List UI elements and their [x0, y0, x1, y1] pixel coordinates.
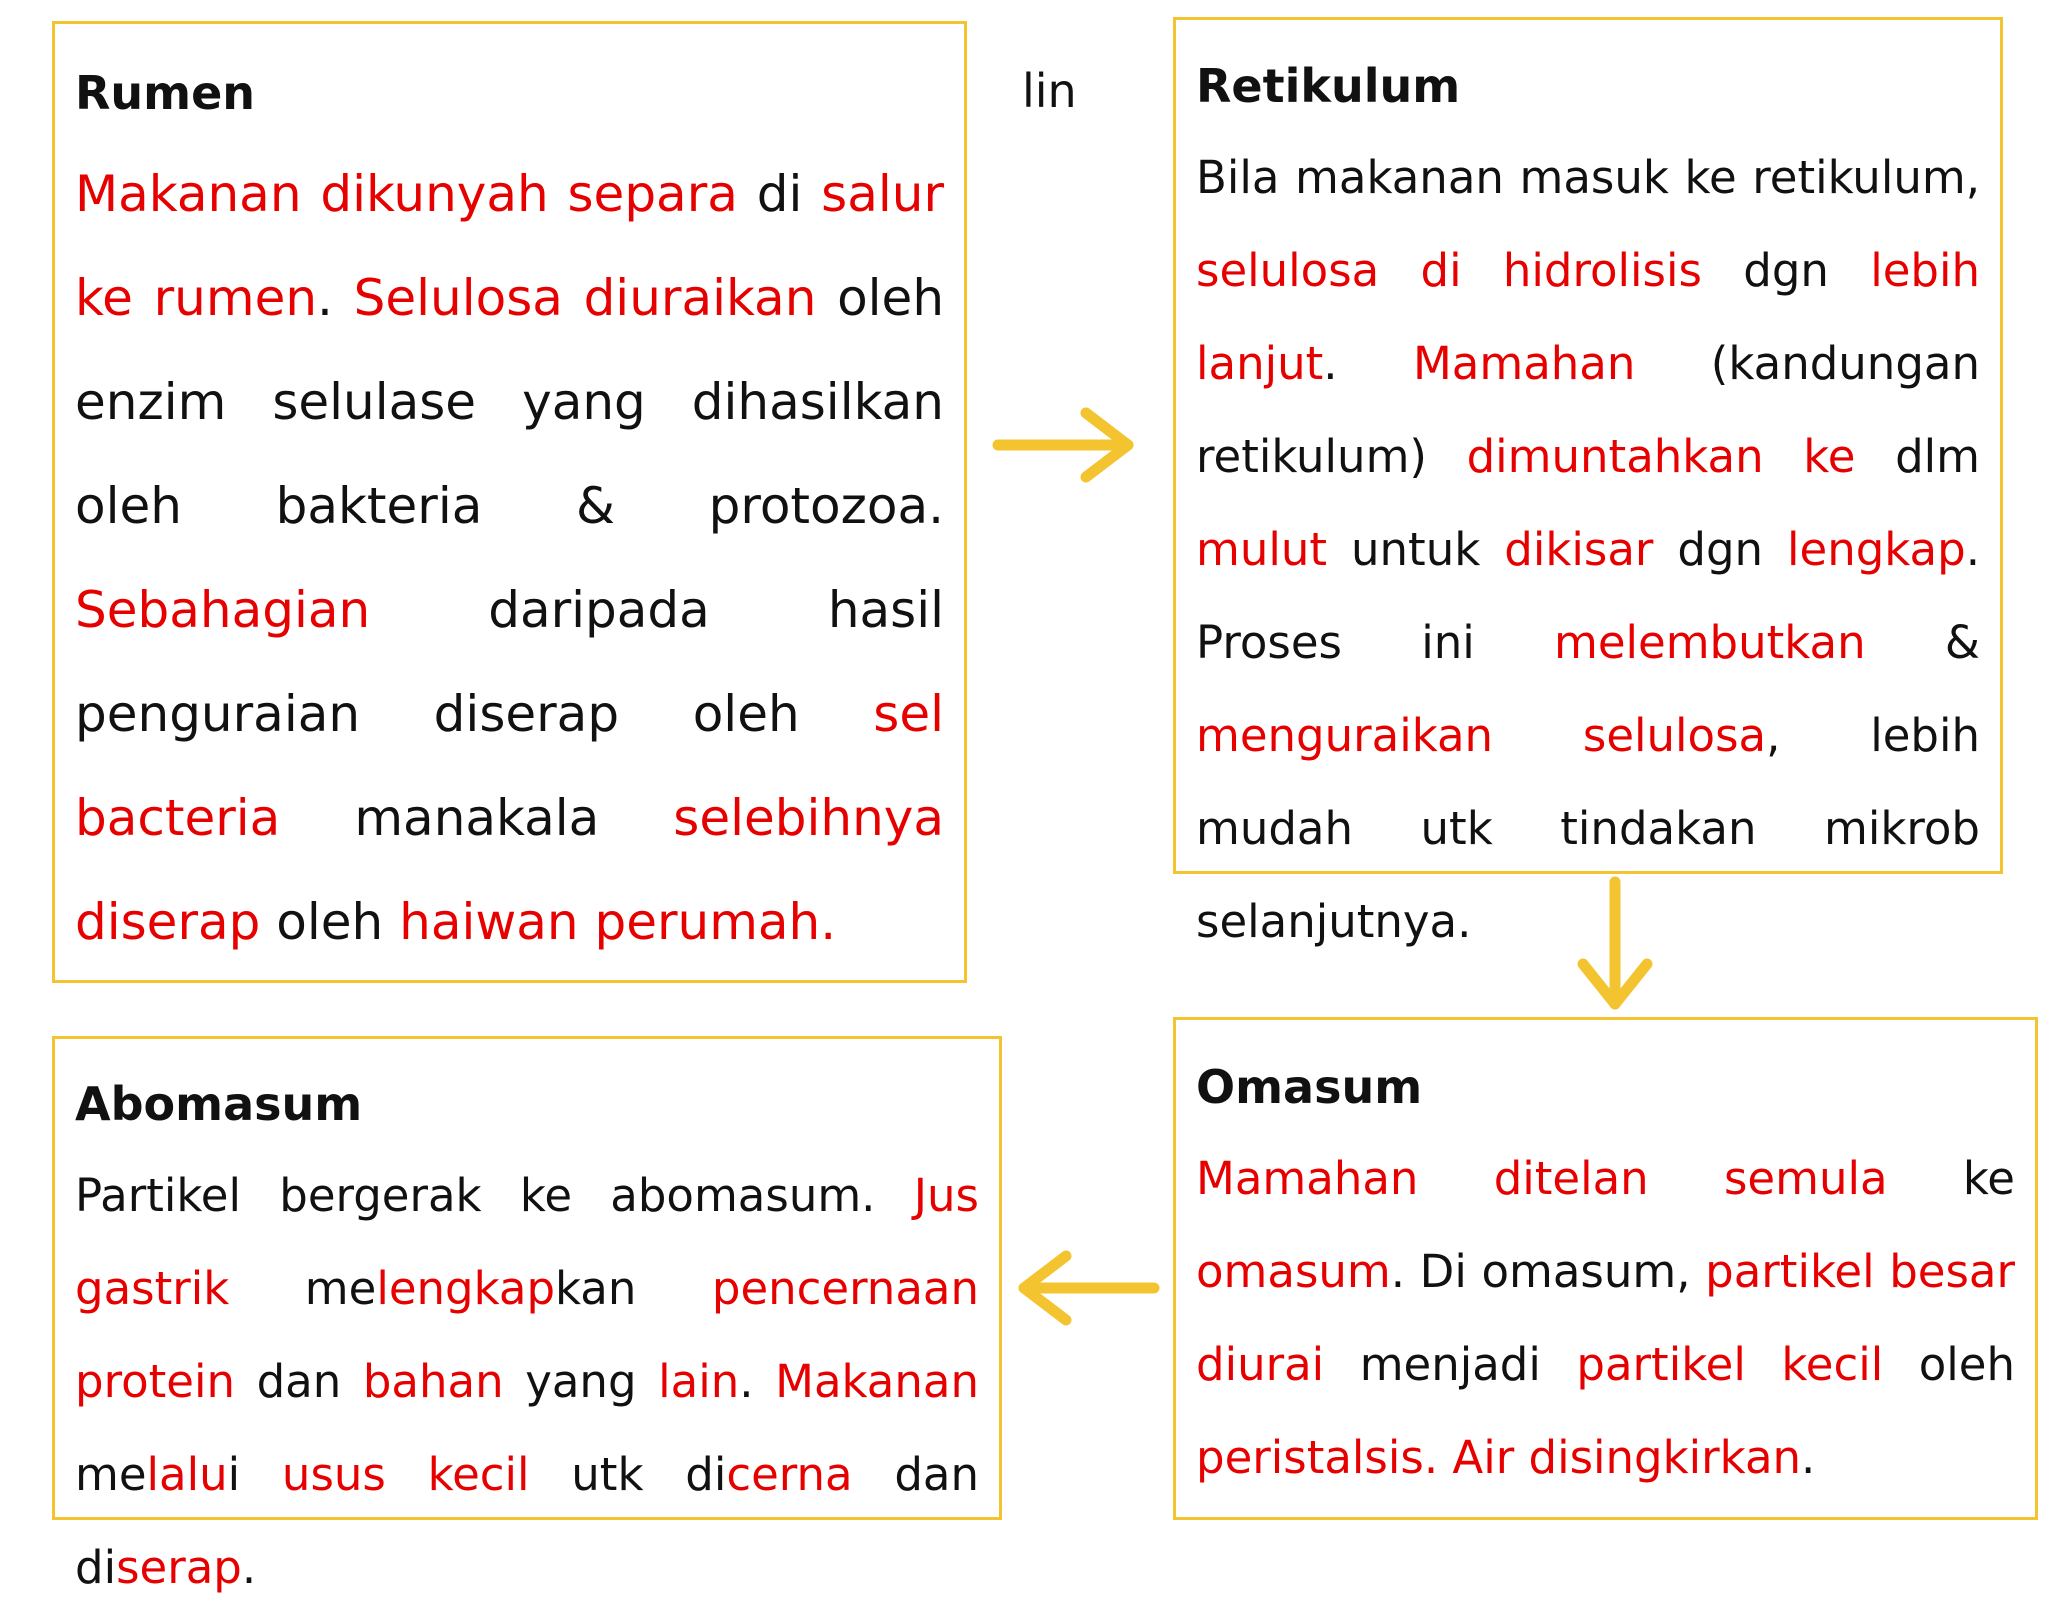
- rumen-segment: di: [737, 165, 822, 223]
- abomasum-segment: pencernaan protein: [75, 1262, 979, 1408]
- abomasum-segment: dan: [234, 1355, 363, 1408]
- abomasum-segment: me: [75, 1448, 147, 1501]
- abomasum-title: Abomasum: [75, 1077, 363, 1131]
- rumen-segment: haiwan perumah.: [399, 893, 837, 951]
- abomasum-segment: Partikel bergerak ke abomasum.: [75, 1169, 914, 1222]
- abomasum-segment: utk di: [529, 1448, 727, 1501]
- omasum-segment: menjadi: [1324, 1338, 1577, 1391]
- arrow-left-icon: [1012, 1248, 1162, 1328]
- retikulum-segment: , lebih mudah utk tindakan mikrob selanjutnya.: [1196, 709, 1980, 948]
- retikulum-segment: &: [1865, 616, 1980, 669]
- omasum-segment: Mamahan ditelan semula: [1196, 1152, 1888, 1205]
- retikulum-segment: menguraikan selulosa: [1196, 709, 1767, 762]
- abomasum-segment: .: [739, 1355, 776, 1408]
- retikulum-segment: lebih lanjut: [1196, 244, 1980, 390]
- retikulum-segment: dimuntahkan ke: [1466, 430, 1856, 483]
- rumen-segment: oleh enzim selulase yang dihasilkan oleh bakteria & protozoa.: [75, 269, 945, 535]
- retikulum-box: [1173, 17, 2003, 948]
- rumen-segment: manakala: [280, 789, 674, 847]
- retikulum-segment: Bila makanan masuk ke retikulum,: [1196, 151, 1980, 204]
- abomasum-segment: yang: [503, 1355, 659, 1408]
- omasum-segment: oleh: [1883, 1338, 2016, 1391]
- omasum-segment: omasum: [1196, 1245, 1391, 1298]
- omasum-segment: . Di omasum,: [1390, 1245, 1706, 1298]
- abomasum-segment: .: [241, 1541, 257, 1594]
- abomasum-segment: me: [229, 1262, 377, 1315]
- omasum-text: [1196, 1132, 2015, 1504]
- omasum-box: [1173, 1017, 2038, 1520]
- retikulum-segment: Mamahan: [1412, 337, 1636, 390]
- omasum-segment: partikel kecil: [1576, 1338, 1884, 1391]
- arrow-right-icon: [990, 405, 1140, 485]
- abomasum-segment: lain: [658, 1355, 740, 1408]
- omasum-segment: .: [1801, 1431, 1816, 1484]
- retikulum-title: Retikulum: [1196, 59, 1461, 113]
- abomasum-segment: kan: [555, 1262, 712, 1315]
- abomasum-segment: Jus gastrik: [75, 1169, 979, 1315]
- rumen-segment: Selulosa diuraikan: [353, 269, 817, 327]
- rumen-segment: .: [317, 269, 354, 327]
- retikulum-segment: dgn: [1653, 523, 1787, 576]
- retikulum-segment: (kandungan retikulum): [1196, 337, 1980, 483]
- rumen-segment: sel bacteria: [75, 685, 944, 847]
- rumen-segment: oleh: [260, 893, 400, 951]
- rumen-segment: Sebahagian: [75, 581, 371, 639]
- rumen-title: Rumen: [75, 66, 256, 120]
- omasum-segment: ke: [1887, 1152, 2015, 1205]
- abomasum-segment: cerna: [726, 1448, 853, 1501]
- abomasum-text: [75, 1149, 979, 1614]
- omasum-segment: peristalsis. Air disingkirkan: [1196, 1431, 1802, 1484]
- abomasum-segment: bahan: [362, 1355, 504, 1408]
- arrow-down-icon: [1575, 876, 1655, 1016]
- retikulum-segment: untuk: [1327, 523, 1505, 576]
- rumen-segment: daripada hasil penguraian diserap oleh: [75, 581, 944, 743]
- abomasum-segment: dan di: [75, 1448, 980, 1594]
- stray-label: lin: [1022, 64, 1077, 118]
- abomasum-segment: Makanan: [775, 1355, 979, 1408]
- abomasum-segment: usus kecil: [281, 1448, 530, 1501]
- retikulum-segment: lengkap: [1787, 523, 1966, 576]
- omasum-title: Omasum: [1196, 1060, 1423, 1114]
- retikulum-segment: dgn: [1701, 244, 1871, 297]
- retikulum-segment: . Proses ini: [1196, 523, 1980, 669]
- rumen-segment: selebihnya diserap: [75, 789, 944, 951]
- rumen-segment: salur ke rumen: [75, 165, 944, 327]
- rumen-segment: Makanan dikunyah separa: [75, 165, 738, 223]
- retikulum-segment: selulosa di hidrolisis: [1196, 244, 1702, 297]
- retikulum-text: [1196, 131, 1980, 968]
- abomasum-segment: i: [227, 1448, 282, 1501]
- abomasum-segment: serap: [116, 1541, 242, 1594]
- retikulum-segment: mulut: [1196, 523, 1328, 576]
- omasum-segment: partikel besar diurai: [1196, 1245, 2015, 1391]
- retikulum-segment: dikisar: [1504, 523, 1654, 576]
- retikulum-segment: melembutkan: [1554, 616, 1866, 669]
- rumen-text: [75, 142, 944, 974]
- abomasum-segment: lengkap: [376, 1262, 556, 1315]
- retikulum-segment: dlm: [1855, 430, 1980, 483]
- abomasum-segment: lalu: [146, 1448, 228, 1501]
- abomasum-box: [52, 1036, 1002, 1594]
- rumen-box: [52, 21, 967, 983]
- retikulum-segment: .: [1323, 337, 1413, 390]
